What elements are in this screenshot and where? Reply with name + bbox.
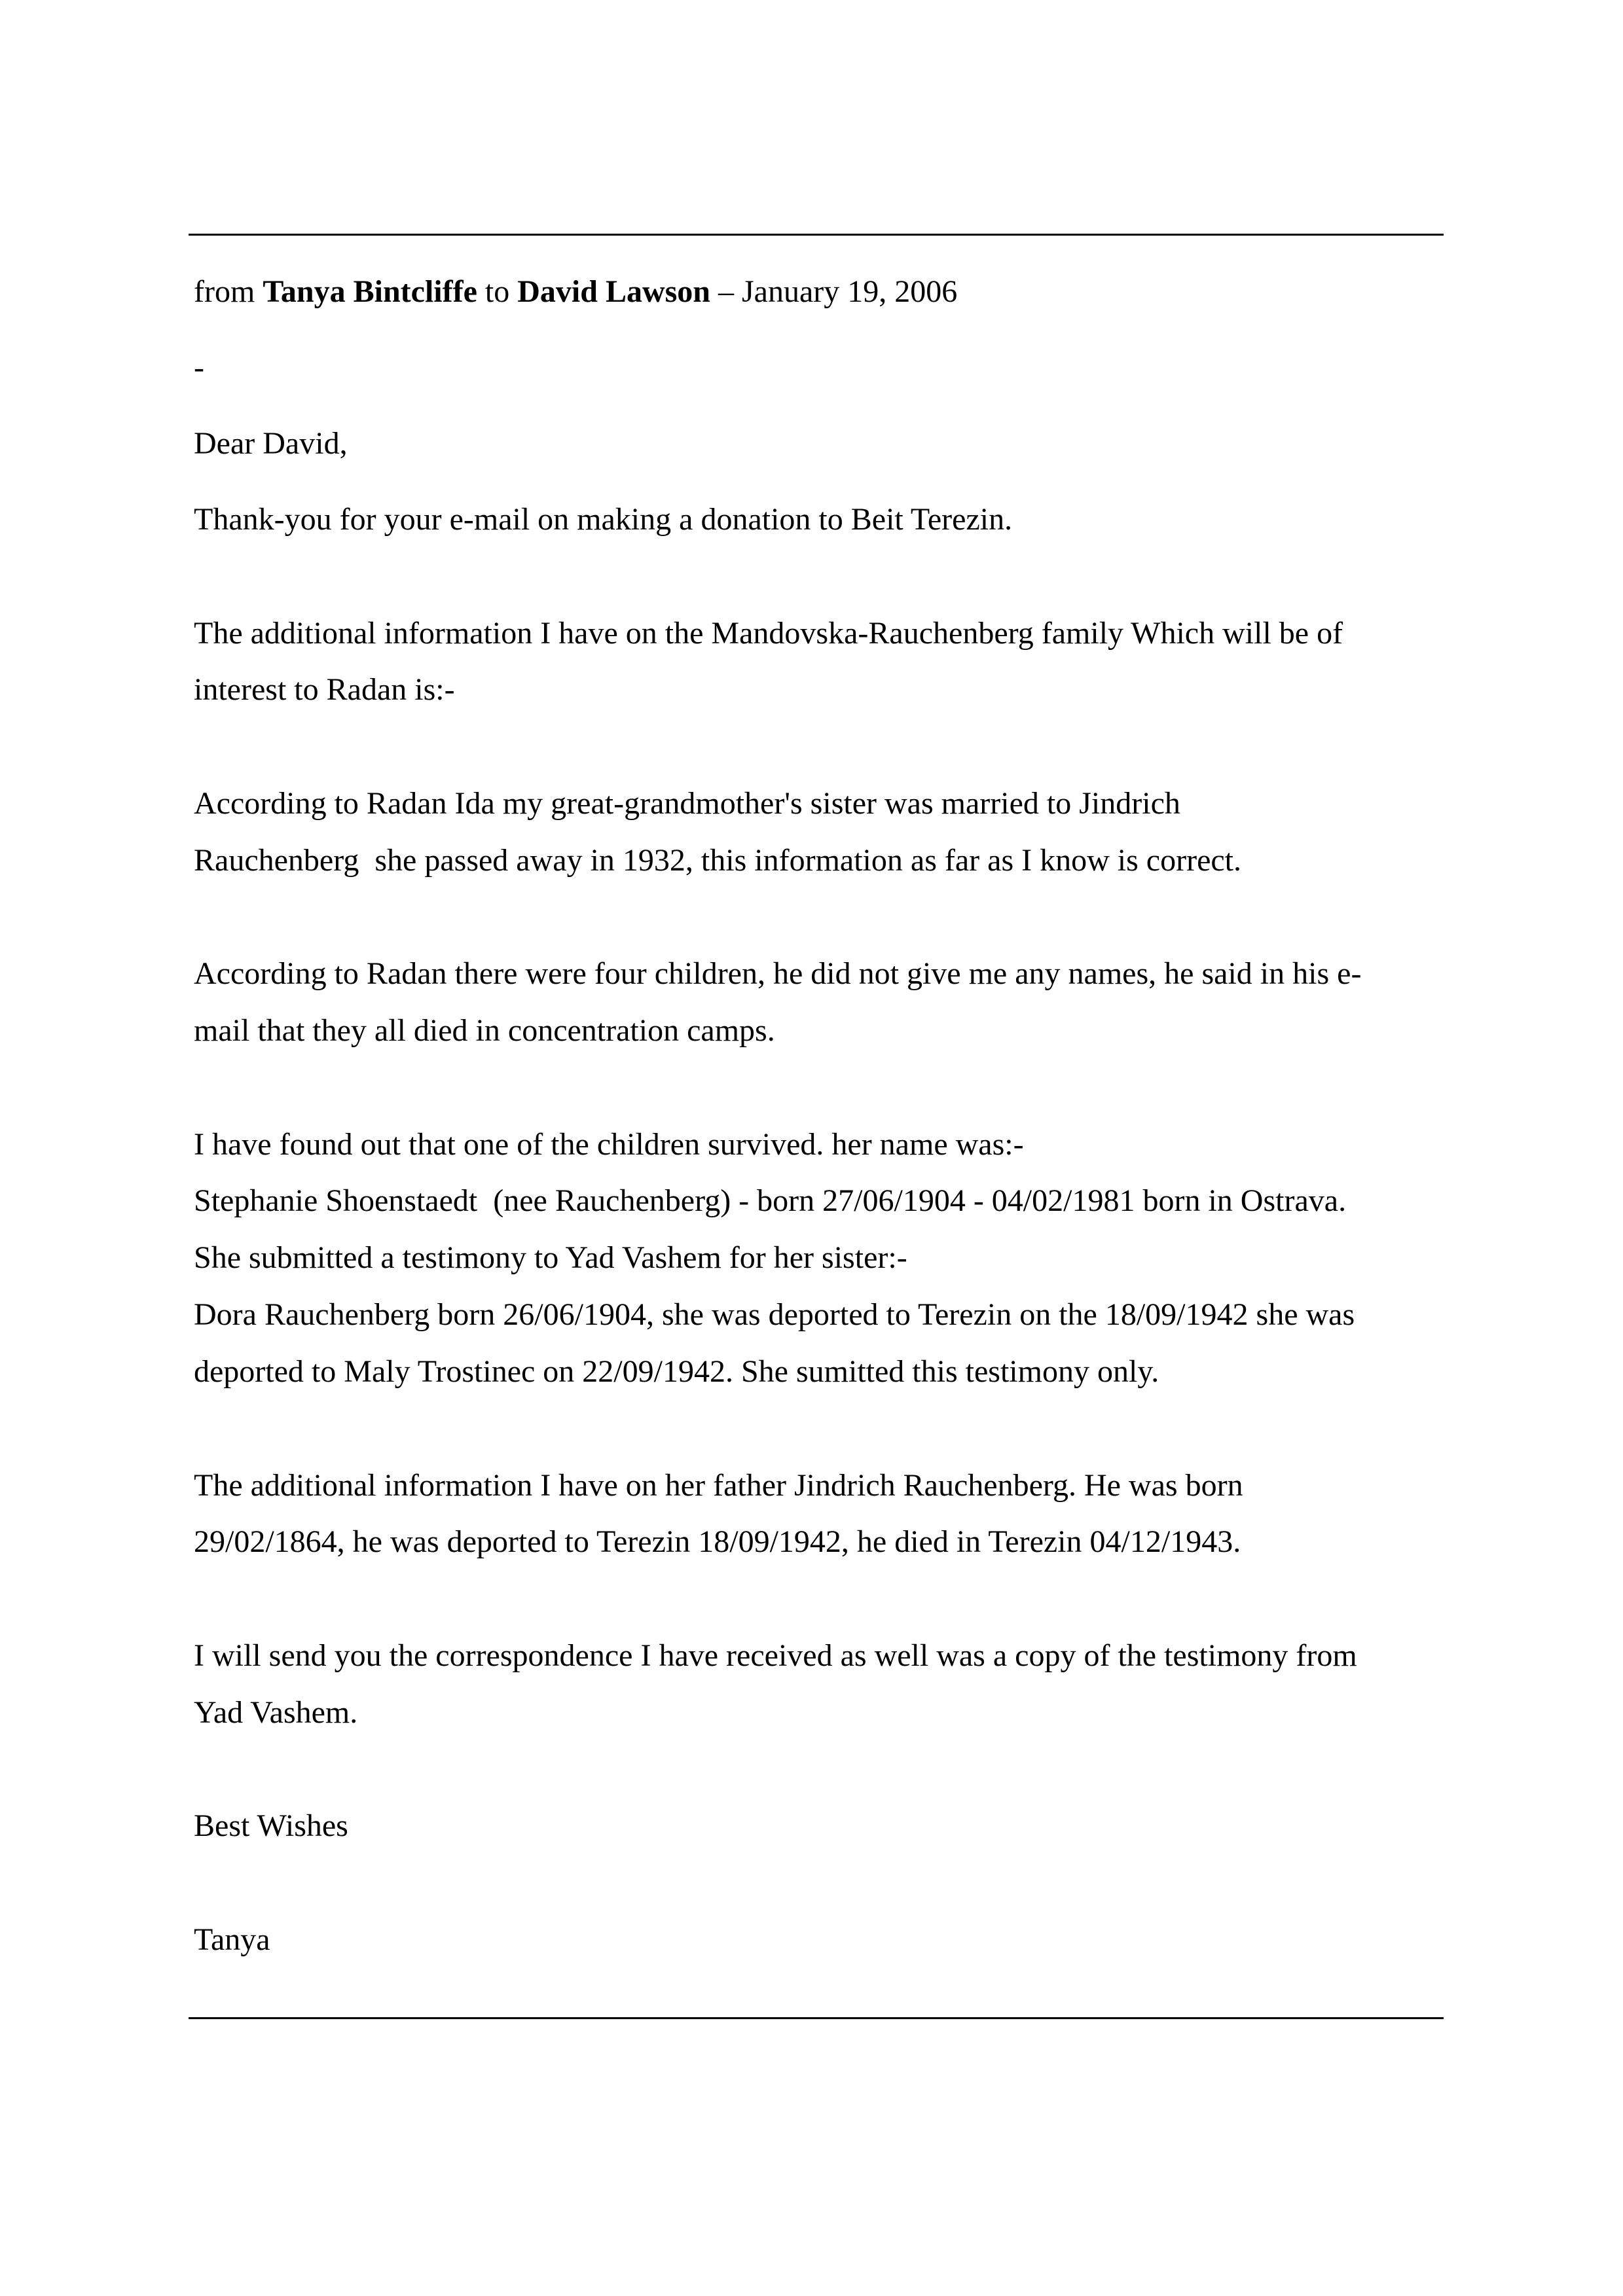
body-line: deported to Maly Trostinec on 22/09/1942. She sumitted this testimony only. [194,1354,1159,1389]
body-line: Dora Rauchenberg born 26/06/1904, she was deported to Terezin on the 18/09/1942 she was [194,1297,1355,1332]
body-line: According to Radan there were four children, he did not give me any names, he said in his e- [194,956,1362,991]
body-line: Thank-you for your e-mail on making a donation to Beit Terezin. [194,502,1013,537]
salutation: Dear David, [194,426,348,461]
closing: Best Wishes [194,1808,348,1843]
body-line: Stephanie Shoenstaedt (nee Rauchenberg) - born 27/06/1904 - 04/02/1981 born in Ostrava. [194,1183,1347,1218]
body-line: The additional information I have on the Mandovska-Rauchenberg family Which will be of [194,616,1343,651]
body-line: mail that they all died in concentration camps. [194,1013,775,1048]
body-line: interest to Radan is:- [194,672,455,707]
body-line: Rauchenberg she passed away in 1932, this information as far as I know is correct. [194,843,1242,878]
signature: Tanya [194,1922,270,1957]
body-line: I will send you the correspondence I have received as well was a copy of the testimony from [194,1638,1357,1673]
sender-name: Tanya Bintcliffe [263,274,477,309]
letter-date: – January 19, 2006 [710,274,958,309]
bottom-rule [189,2017,1444,2019]
recipient-name: David Lawson [517,274,710,309]
body-line: The additional information I have on her father Jindrich Rauchenberg. He was born [194,1468,1243,1503]
body-line: She submitted a testimony to Yad Vashem for her sister:- [194,1240,907,1275]
body-line: Yad Vashem. [194,1695,358,1730]
to-word: to [477,274,518,309]
dash-separator: - [194,350,204,385]
top-rule [189,234,1444,236]
body-line: According to Radan Ida my great-grandmother's sister was married to Jindrich [194,786,1180,821]
body-line: I have found out that one of the children survived. her name was:- [194,1127,1024,1162]
body-line: 29/02/1864, he was deported to Terezin 18/09/1942, he died in Terezin 04/12/1943. [194,1524,1241,1559]
from-word: from [194,274,263,309]
letter-header [194,274,957,310]
